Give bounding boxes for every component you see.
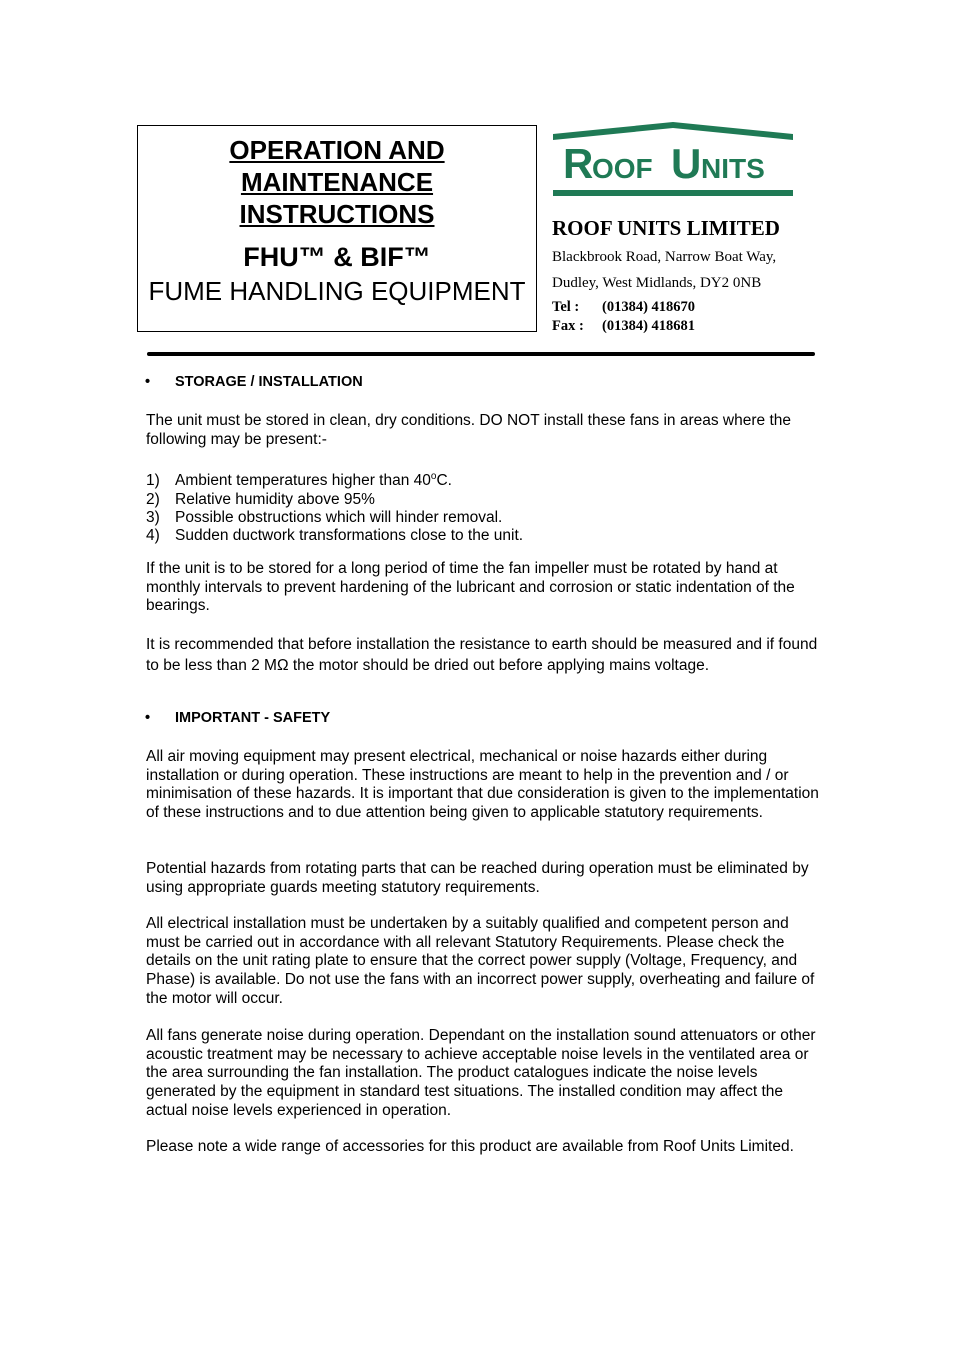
fax-label: Fax : (552, 318, 584, 334)
safety-heading-text: IMPORTANT - SAFETY (175, 710, 331, 726)
list-item: 2) Relative humidity above 95% (146, 490, 375, 508)
safety-paragraph-4: All fans generate noise during operation. Dependant on the installation sound attenuators or other acoustic treatment may be necessary to achieve acceptable noise levels in the ventilated area or the area surrounding the fan installation. The product catalogues indicate the noise levels generated by the equipment in standard test situations. The installed condition may affect the actual noise levels experienced in operation. (146, 1027, 816, 1119)
storage-paragraph-2: If the unit is to be stored for a long period of time the fan impeller must be rotated by hand at monthly intervals to prevent hardening of the lubricant and corrosion or static indentation of the bearings. (146, 560, 795, 615)
svg-text:U: U (671, 140, 702, 187)
safety-paragraph-3: All electrical installation must be undertaken by a suitably qualified and competent person and must be carried out in accordance with all relevant Statutory Requirements. Please check the details on the unit rating plate to ensure that the correct power supply (Voltage, Frequency, and Phase) is available. Do not use the fans with an incorrect power supply, overheating and failure of the motor will occur. (146, 915, 815, 1007)
list-item: 3) Possible obstructions which will hinder removal. (146, 508, 503, 526)
safety-heading (145, 710, 330, 726)
svg-text:NITS: NITS (701, 153, 765, 184)
storage-intro: The unit must be stored in clean, dry conditions. DO NOT install these fans in areas where the following may be present:- (146, 412, 792, 448)
tel-number: (01384) 418670 (602, 299, 696, 315)
product-name: FHU™ & BIF™ (243, 242, 431, 272)
address-line-2: Dudley, West Midlands, DY2 0NB (552, 275, 762, 291)
fax-line (552, 318, 695, 335)
list-item: 4) Sudden ductwork transformations close to the unit. (146, 527, 524, 545)
header-divider (147, 352, 815, 356)
storage-list (146, 468, 821, 546)
list-item: 1) Ambient temperatures higher than 40$^o$C. (146, 471, 452, 490)
title-line-1: OPERATION AND (229, 135, 445, 165)
svg-text:OOF: OOF (592, 153, 653, 184)
bullet-icon: • (145, 374, 151, 390)
title-line-3: INSTRUCTIONS (239, 199, 435, 229)
tel-label: Tel : (552, 299, 580, 315)
storage-paragraph-3: It is recommended that before installation the resistance to earth should be measured and if found to be less than 2 MΩ the motor should be dried out before applying mains voltage. (146, 636, 818, 674)
safety-paragraph-2: Potential hazards from rotating parts that can be reached during operation must be eliminated by using appropriate guards meeting statutory requirements. (146, 860, 809, 896)
storage-heading-text: STORAGE / INSTALLATION (175, 374, 363, 390)
fax-number: (01384) 418681 (602, 318, 696, 334)
roof-units-logo (553, 120, 793, 200)
tel-line (552, 299, 695, 316)
svg-text:R: R (563, 140, 594, 187)
safety-paragraph-5: Please note a wide range of accessories for this product are available from Roof Units Limited. (146, 1138, 794, 1155)
bullet-icon: • (145, 710, 151, 726)
safety-paragraph-1: All air moving equipment may present electrical, mechanical or noise hazards either during installation or during operation. These instructions are meant to help in the prevention and / or minimisation of these hazards. It is important that due consideration is given to the implementation of these instructions and to due attention being given to applicable statutory requirements. (146, 748, 819, 822)
title-box (137, 125, 537, 332)
product-subtitle: FUME HANDLING EQUIPMENT (148, 276, 526, 306)
company-name: ROOF UNITS LIMITED (552, 216, 780, 240)
storage-heading (145, 374, 363, 390)
address-line-1: Blackbrook Road, Narrow Boat Way, (552, 249, 777, 265)
title-line-2: MAINTENANCE (240, 167, 434, 197)
